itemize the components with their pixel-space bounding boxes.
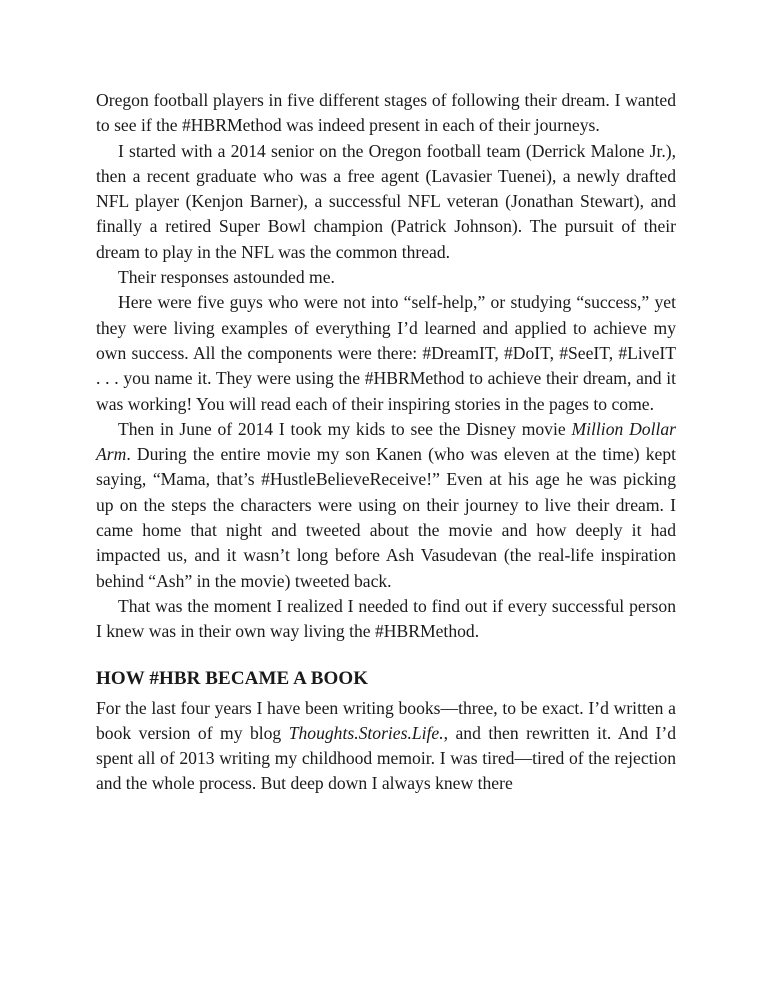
italic-title-text: Million Dollar Arm bbox=[96, 418, 677, 465]
text-run: That was the moment I realized I needed to find out if every successful person I knew was in their own way living the #HBRMethod. bbox=[96, 595, 676, 642]
text-run: I started with a 2014 senior on the Oregon football team (Derrick Malone Jr.), then a recent graduate who was a free agent (Lavasier Tuenei), a newly drafted NFL player (Kenjon Barner), a successful NFL veteran (Jonathan Stewart), and finally a retired Super Bowl champion (Patrick Johnson). The pursuit of their dream to play in the NFL was the common thread. bbox=[96, 140, 676, 262]
document-page bbox=[96, 88, 676, 797]
paragraph bbox=[96, 594, 676, 645]
paragraph bbox=[96, 290, 676, 416]
text-run: , and then rewritten it. And I’d spent all of 2013 writing my childhood memoir. I was tired—tired of the rejection and the whole process. But deep down I always knew there bbox=[96, 722, 676, 794]
section-heading: HOW #HBR BECAME A BOOK bbox=[96, 667, 369, 689]
text-run: For the last four years I have been writing books—three, to be exact. I’d written a book version of my blog bbox=[96, 697, 676, 743]
paragraph bbox=[96, 139, 676, 265]
text-run: Their responses astounded me. bbox=[118, 267, 335, 288]
italic-title-text: Thoughts.Stories.Life. bbox=[288, 722, 444, 743]
text-run: Then in June of 2014 I took my kids to see the Disney movie bbox=[118, 418, 572, 439]
paragraph bbox=[96, 88, 676, 139]
paragraph bbox=[96, 696, 676, 797]
text-run: Here were five guys who were not into “self-help,” or studying “success,” yet they were living examples of everything I’d learned and applied to achieve my own success. All the components were there: #DreamIT, #DoIT, #SeeIT, #LiveIT . . . you name it. They were using the #HBRMethod to achieve their dream, and it was working! You will read each of their inspiring stories in the pages to come. bbox=[96, 292, 676, 414]
paragraph bbox=[96, 265, 676, 290]
body-text-after-heading bbox=[96, 696, 676, 797]
body-text-before-heading bbox=[96, 88, 676, 645]
text-run: Oregon football players in five different stages of following their dream. I wanted to see if the #HBRMethod was indeed present in each of their journeys. bbox=[96, 90, 676, 136]
text-run: . During the entire movie my son Kanen (who was eleven at the time) kept saying, “Mama, that’s #HustleBelieveReceive!” Even at his age he was picking up on the steps the characters were using on their journey to live their dream. I came home that night and tweeted about the movie and how deeply it had impacted us, and it wasn’t long before Ash Vasudevan (the real-life inspiration behind “Ash” in the movie) tweeted back. bbox=[96, 444, 676, 591]
paragraph bbox=[96, 417, 676, 594]
